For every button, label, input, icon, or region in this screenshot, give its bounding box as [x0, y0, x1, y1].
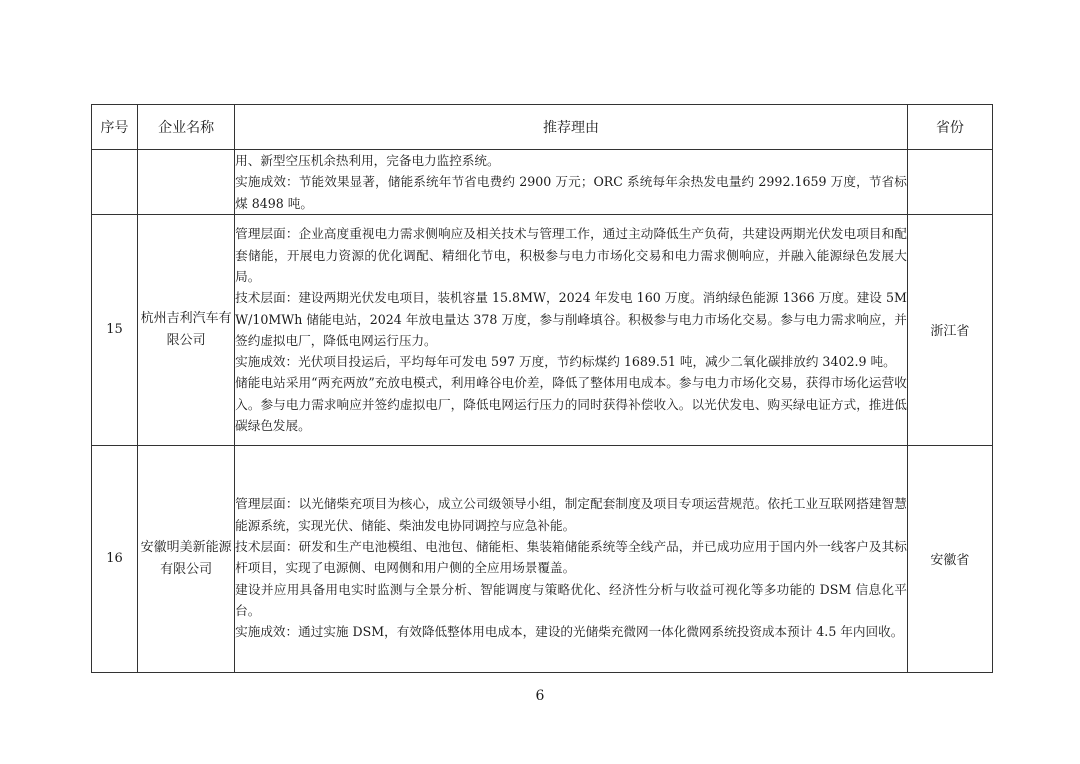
header-no: 序号: [92, 105, 138, 150]
reason-paragraph: 技术层面：研发和生产电池模组、电池包、储能柜、集装箱储能系统等全线产品，并已成功应用于国内外一线客户及其标杆项目，实现了电源侧、电网侧和用户侧的全应用场景覆盖。: [235, 538, 907, 576]
reason-paragraph: 管理层面：以光储柴充项目为核心，成立公司级领导小组，制定配套制度及项目专项运营规范。依托工业互联网搭建智慧能源系统，实现光伏、储能、柴油发电协同调控与应急补能。: [235, 496, 907, 533]
cell-reason: [235, 214, 908, 445]
header-company-name: 企业名称: [138, 105, 235, 150]
reason-paragraph: 实施成效：光伏项目投运后，平均每年可发电 597 万度，节约标煤约 1689.51 吨，减少二氧化碳排放约 3402.9 吨。: [235, 354, 896, 370]
reason-paragraph: 储能电站采用“两充两放”充放电模式，利用峰谷电价差，降低了整体用电成本。参与电力市场化交易，获得市场化运营收入。参与电力需求响应并签约虚拟电厂，降低电网运行压力的同时获得补偿收入。以光伏发电、购买绿电证方式，推进低碳绿色发展。: [235, 375, 907, 434]
reason-paragraph: 建设并应用具备用电实时监测与全景分析、智能调度与策略优化、经济性分析与收益可视化等多功能的 DSM 信息化平台。: [235, 581, 907, 618]
cell-no: [92, 150, 138, 215]
recommendation-table: [91, 104, 993, 673]
cell-no: 16: [92, 445, 138, 672]
header-reason: 推荐理由: [235, 105, 908, 150]
page-number: 6: [535, 688, 545, 704]
cell-company-name: [138, 150, 235, 215]
reason-line: 用、新型空压机余热利用，完备电力监控系统。: [235, 153, 500, 168]
cell-company-name: 安徽明美新能源有限公司: [138, 445, 235, 672]
table-row-continuation: [92, 150, 993, 215]
reason-line: 实施成效：节能效果显著，储能系统年节省电费约 2900 万元；ORC 系统每年余热发电量约 2992.1659 万度，节省标煤 8498 吨。: [235, 174, 907, 211]
cell-province: 安徽省: [907, 445, 992, 672]
reason-paragraph: 管理层面：企业高度重视电力需求侧响应及相关技术与管理工作，通过主动降低生产负荷，共建设两期光伏发电项目和配套储能，开展电力资源的优化调配、精细化节电，积极参与电力市场化交易和电力需求侧响应，并融入能源绿色发展大局。: [235, 226, 907, 284]
cell-province: [907, 150, 992, 215]
cell-province: 浙江省: [907, 214, 992, 445]
cell-reason: [235, 445, 908, 672]
table-row: [92, 214, 993, 445]
cell-no: 15: [92, 214, 138, 445]
cell-company-name: 杭州吉利汽车有限公司: [138, 214, 235, 445]
reason-paragraph: 技术层面：建设两期光伏发电项目，装机容量 15.8MW，2024 年发电 160 万度。消纳绿色能源 1366 万度。建设 5MW/10MWh 储能电站，2024 年放电量达 378 万度，参与削峰填谷。积极参与电力市场化交易。参与电力需求响应，并签约虚拟电厂，降低电网运行压力。: [235, 290, 907, 348]
cell-reason: [235, 150, 908, 215]
header-province: 省份: [907, 105, 992, 150]
table-header-row: [92, 105, 993, 150]
reason-paragraph: 实施成效：通过实施 DSM，有效降低整体用电成本，建设的光储柴充微网一体化微网系统投资成本预计 4.5 年内回收。: [235, 624, 904, 640]
table-row: [92, 445, 993, 672]
